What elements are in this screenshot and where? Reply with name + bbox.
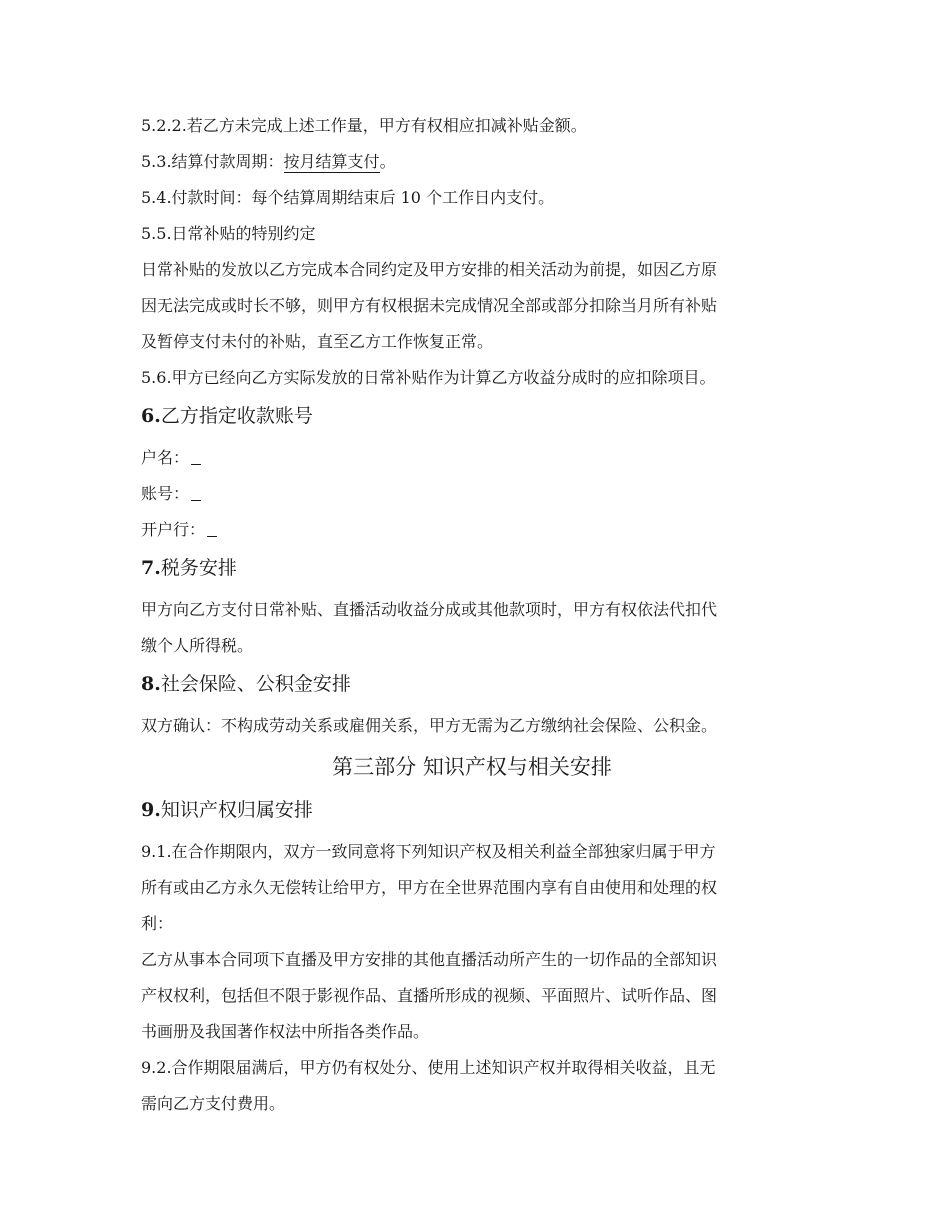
clause-9-1-works-line-1: 乙方从事本合同项下直播及甲方安排的其他直播活动所产生的一切作品的全部知识 xyxy=(141,950,718,969)
section-7-number: 7. xyxy=(141,557,161,579)
section-8-heading xyxy=(141,664,821,704)
clause-9-1-line-1: 9.1.在合作期限内，双方一致同意将下列知识产权及相关利益全部独家归属于甲方 xyxy=(141,842,716,861)
account-number-row xyxy=(141,476,821,512)
clause-9-1-line-2: 所有或由乙方永久无偿转让给甲方，甲方在全世界范围内享有自由使用和处理的权 xyxy=(141,878,718,897)
account-name-row xyxy=(141,440,821,476)
bank-blank[interactable] xyxy=(207,522,217,537)
clause-5-6: 5.6.甲方已经向乙方实际发放的日常补贴作为计算乙方收益分成时的应扣除项目。 xyxy=(141,368,716,387)
part-3-title: 第三部分 知识产权与相关安排 xyxy=(332,755,612,779)
clause-9-1-works-line-2: 产权权利，包括但不限于影视作品、直播所形成的视频、平面照片、试听作品、图 xyxy=(141,986,718,1005)
clause-9-2-line-1: 9.2.合作期限届满后，甲方仍有权处分、使用上述知识产权并取得相关收益，且无 xyxy=(141,1058,716,1077)
clause-5-5-body-line-3: 及暂停支付未付的补贴，直至乙方工作恢复正常。 xyxy=(141,332,494,351)
document-body xyxy=(141,108,821,1122)
account-name-label: 户名： xyxy=(141,448,190,467)
section-6-title: 乙方指定收款账号 xyxy=(160,405,313,427)
section-9-heading xyxy=(141,790,821,830)
clause-9-1-works-line-3: 书画册及我国著作权法中所指各类作品。 xyxy=(141,1022,430,1041)
section-9-number: 9. xyxy=(141,799,161,821)
bank-row xyxy=(141,512,821,548)
clause-9-2-line-2: 需向乙方支付费用。 xyxy=(141,1094,286,1113)
clause-9-1-line-3: 利： xyxy=(141,914,174,933)
clause-5-5-body-line-1: 日常补贴的发放以乙方完成本合同约定及甲方安排的相关活动为前提，如因乙方原 xyxy=(141,260,718,279)
clause-5-4: 5.4.付款时间：每个结算周期结束后 10 个工作日内支付。 xyxy=(141,188,555,207)
account-number-label: 账号： xyxy=(141,484,190,503)
account-number-blank[interactable] xyxy=(191,486,201,501)
account-name-blank[interactable] xyxy=(191,450,201,465)
clause-5-3 xyxy=(141,144,821,180)
section-8-body-line-1: 双方确认：不构成劳动关系或雇佣关系，甲方无需为乙方缴纳社会保险、公积金。 xyxy=(141,716,718,735)
section-7-heading xyxy=(141,548,821,588)
clause-5-3-prefix: 5.3.结算付款周期： xyxy=(141,152,284,171)
section-9-title: 知识产权归属安排 xyxy=(160,799,313,821)
section-7-body-line-2: 缴个人所得税。 xyxy=(141,636,254,655)
section-7-title: 税务安排 xyxy=(160,557,237,579)
section-7-body-line-1: 甲方向乙方支付日常补贴、直播活动收益分成或其他款项时，甲方有权依法代扣代 xyxy=(141,600,718,619)
payment-cycle-value: 按月结算支付 xyxy=(283,152,380,171)
clause-5-3-suffix: 。 xyxy=(379,152,396,171)
section-6-heading xyxy=(141,396,821,436)
bank-label: 开户行： xyxy=(141,520,206,539)
section-6-number: 6. xyxy=(141,405,161,427)
section-8-title: 社会保险、公积金安排 xyxy=(160,673,351,695)
clause-5-5-body-line-2: 因无法完成或时长不够，则甲方有权根据未完成情况全部或部分扣除当月所有补贴 xyxy=(141,296,718,315)
clause-5-2-2: 5.2.2.若乙方未完成上述工作量，甲方有权相应扣减补贴金额。 xyxy=(141,116,587,135)
section-8-number: 8. xyxy=(141,673,161,695)
clause-5-5: 5.5.日常补贴的特别约定 xyxy=(141,224,316,243)
